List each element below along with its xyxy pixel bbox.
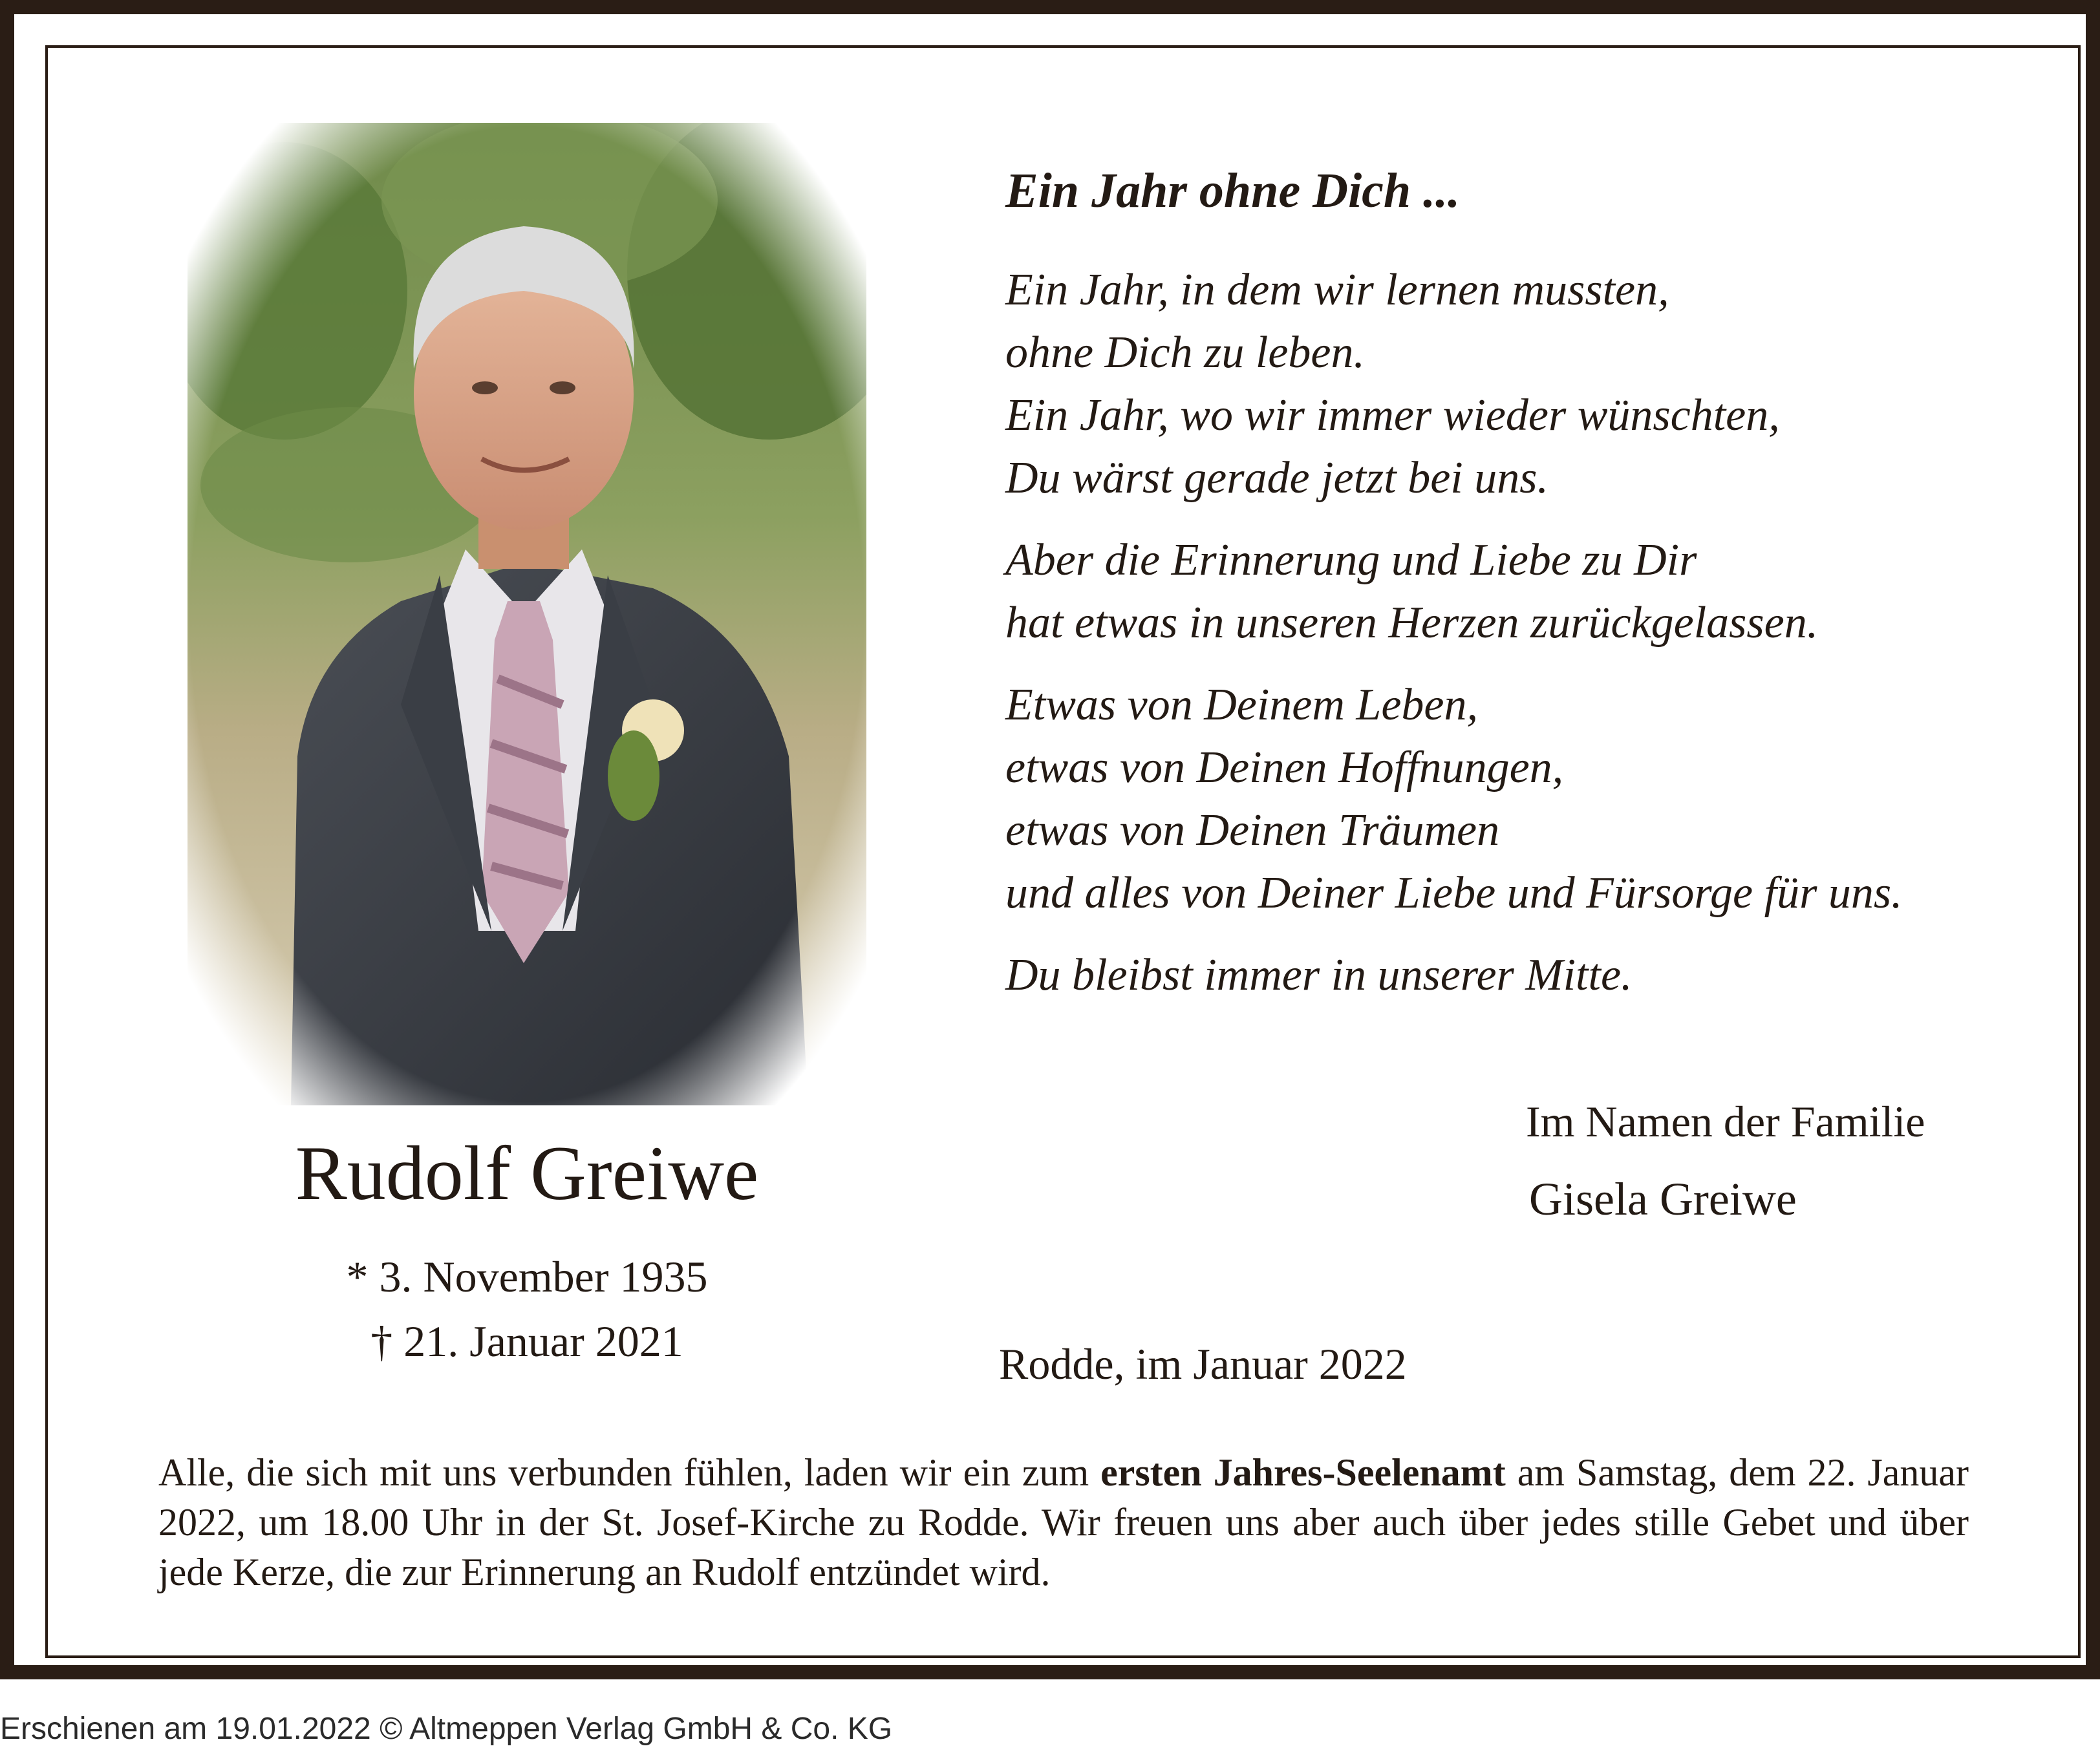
poem-stanza <box>1005 944 2014 1006</box>
deceased-name: Rudolf Greiwe <box>295 1130 759 1216</box>
poem-line: hat etwas in unseren Herzen zurückgelassen. <box>1005 598 1819 648</box>
notice-emphasis: ersten Jahres-Seelenamt <box>1100 1451 1506 1494</box>
publication-footer: Erschienen am 19.01.2022 © Altmeppen Verlag GmbH & Co. KG <box>0 1712 893 1746</box>
poem-title: Ein Jahr ohne Dich ... <box>1005 164 1461 218</box>
poem-line: Du bleibst immer in unserer Mitte. <box>1005 950 1633 1000</box>
birth-date: * 3. November 1935 <box>346 1252 708 1301</box>
memorial-service-notice <box>158 1448 1969 1597</box>
place-date: Rodde, im Januar 2022 <box>999 1339 1407 1388</box>
notice-text-before: Alle, die sich mit uns verbunden fühlen, laden wir ein zum <box>158 1451 1101 1494</box>
poem-line: etwas von Deinen Hoffnungen, <box>1005 743 1564 792</box>
poem-line: etwas von Deinen Träumen <box>1005 805 1500 855</box>
poem-stanza <box>1005 674 2014 924</box>
signature-name: Gisela Greiwe <box>1529 1173 1797 1225</box>
poem <box>1005 259 2014 1026</box>
poem-line: ohne Dich zu leben. <box>1005 328 1365 378</box>
poem-line: Du wärst gerade jetzt bei uns. <box>1005 453 1548 503</box>
notice-text-after: am Samstag, dem 22. Januar 2022, um 18.00 Uhr in der St. Josef-Kirche zu Rodde. Wir freuen uns aber auch über jedes stille Gebet und über jede Kerze, die zur Erinnerung an Rudolf entzündet wird. <box>158 1451 1969 1593</box>
poem-line: Ein Jahr, wo wir immer wieder wünschten, <box>1005 390 1780 440</box>
portrait-photo <box>188 123 866 1105</box>
poem-stanza <box>1005 259 2014 509</box>
poem-line: und alles von Deiner Liebe und Fürsorge für uns. <box>1005 868 1903 918</box>
poem-line: Aber die Erinnerung und Liebe zu Dir <box>1005 535 1697 585</box>
poem-line: Ein Jahr, in dem wir lernen mussten, <box>1005 265 1669 315</box>
poem-stanza <box>1005 529 2014 654</box>
death-date: † 21. Januar 2021 <box>370 1317 683 1366</box>
signature-intro: Im Namen der Familie <box>1526 1097 1925 1146</box>
poem-line: Etwas von Deinem Leben, <box>1005 680 1478 730</box>
